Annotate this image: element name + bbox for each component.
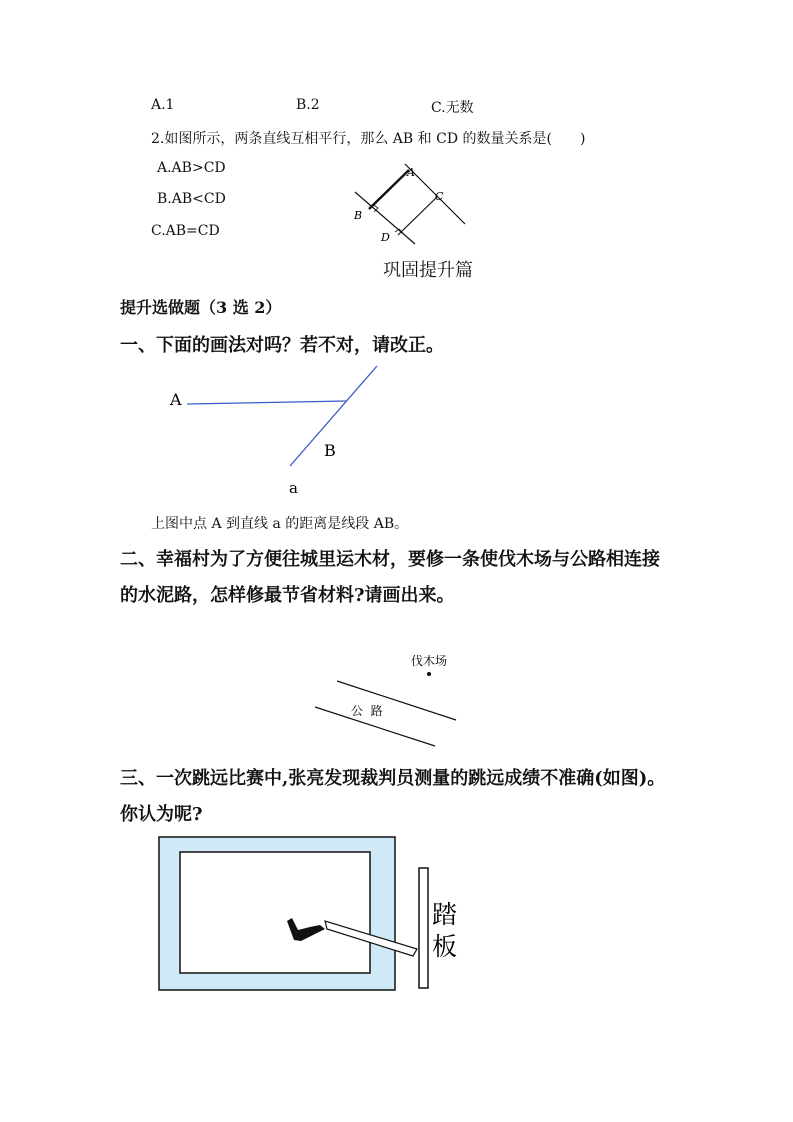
board-label-2: 板 [432,932,458,961]
p1-label-line: a [289,479,298,497]
board-label-1: 踏 [432,900,458,929]
p3-question-line1: 三、一次跳远比赛中,张亮发现裁判员测量的跳远成绩不准确(如图)。 [120,768,666,789]
road-label: 公 路 [351,704,383,718]
label-c: C [435,190,444,203]
segment-ab [369,170,409,209]
p2-question-line1: 二、幸福村为了方便往城里运木材，要修一条使伐木场与公路相连接 [120,549,660,570]
segment-ab-drawn [187,401,346,404]
p3-question-line2: 你认为呢? [120,804,203,825]
q2-option-a: A.AB>CD [157,160,226,176]
q1-option-c: C.无数 [431,100,474,116]
q2-stem: 2.如图所示，两条直线互相平行，那么 AB 和 CD 的数量关系是( ) [151,131,586,147]
p1-figure [160,360,420,500]
q2-parallel-figure [345,162,475,252]
section-title: 巩固提升篇 [383,260,473,281]
q1-option-b: B.2 [296,97,320,113]
label-b: B [354,209,363,222]
q1-option-a: A.1 [151,97,175,113]
takeoff-board [419,868,428,988]
q2-option-c: C.AB=CD [151,223,220,239]
p1-caption: 上图中点 A 到直线 a 的距离是线段 AB。 [151,516,409,532]
mill-point [427,672,431,676]
p1-question: 一、下面的画法对吗？若不对，请改正。 [120,335,444,356]
p1-label-a: A [170,390,182,409]
mill-label: 伐木场 [411,654,448,668]
optional-heading: 提升选做题（3 选 2） [120,298,282,317]
q2-option-b: B.AB<CD [157,191,226,207]
p2-figure [305,650,485,750]
segment-cd [398,197,437,235]
p1-label-b: B [324,441,336,460]
label-d: D [381,231,390,244]
p2-question-line2: 的水泥路，怎样修最节省材料?请画出来。 [120,585,455,606]
label-a: A [407,166,415,179]
p3-figure [155,833,475,1003]
sandpit-inner [180,852,370,973]
